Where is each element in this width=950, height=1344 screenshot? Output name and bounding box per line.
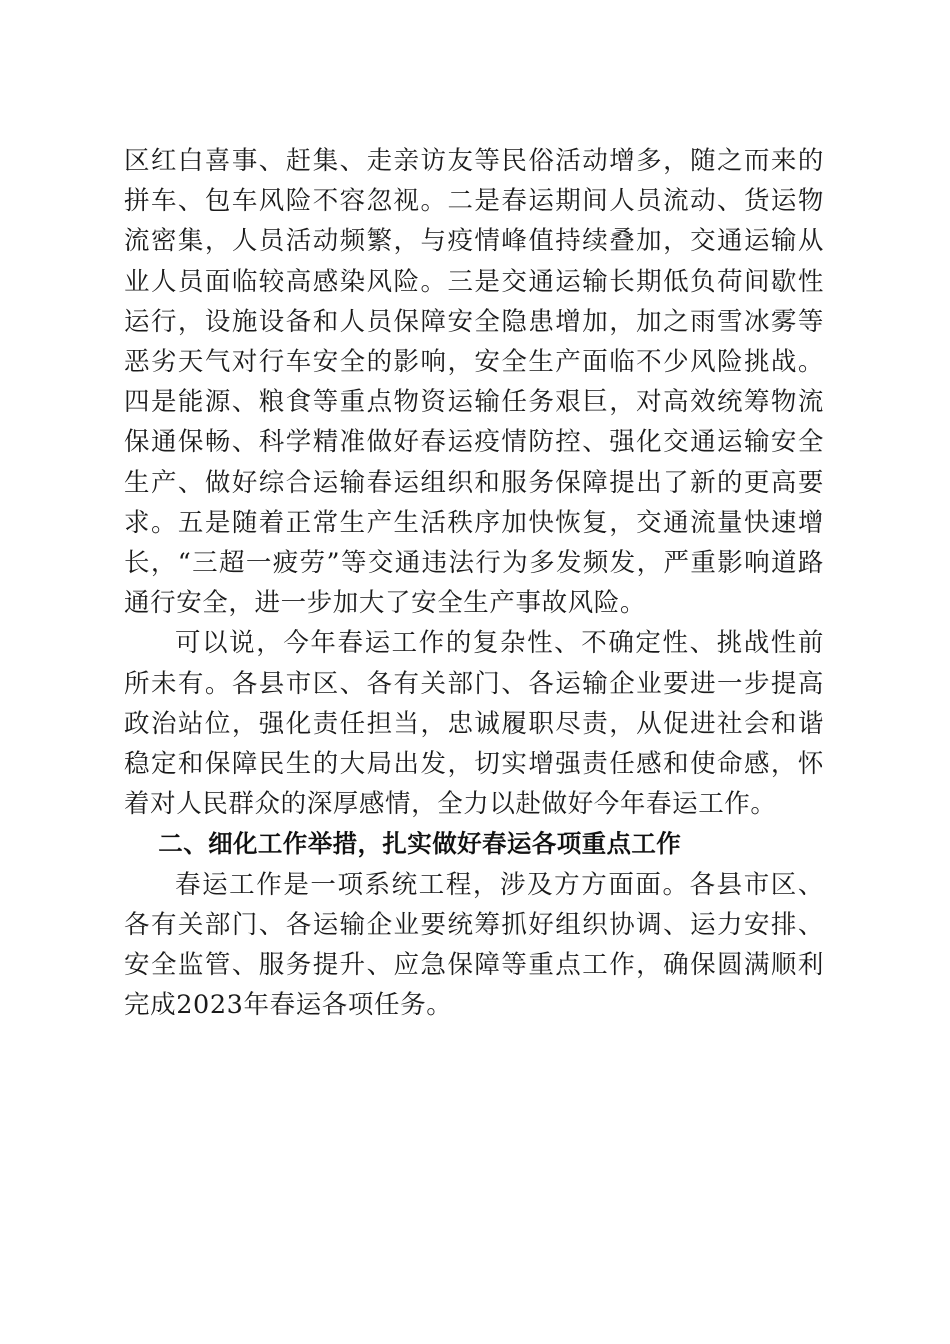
section-heading: 二、细化工作举措，扎实做好春运各项重点工作	[158, 829, 682, 859]
paragraph-risk-analysis: 区红白喜事、赶集、走亲访友等民俗活动增多，随之而来的拼车、包车风险不容忽视。二是春运期间人员流动、货运物流密集，人员活动频繁，与疫情峰值持续叠加，交通运输从业人员面临较高感染风险。三是交通运输长期低负荷间歇性运行，设施设备和人员保障安全隐患增加，加之雨雪冰雾等恶劣天气对行车安全的影响，安全生产面临不少风险挑战。四是能源、粮食等重点物资运输任务艰巨，对高效统筹物流保通保畅、科学精准做好春运疫情防控、强化交通运输安全生产、做好综合运输春运组织和服务保障提出了新的更高要求。五是随着正常生产生活秩序加快恢复，交通流量快速增长，“三超一疲劳”等交通违法行为多发频发，严重影响道路通行安全，进一步加大了安全生产事故风险。	[124, 146, 824, 619]
paragraph-section-intro: 春运工作是一项系统工程，涉及方方面面。各县市区、各有关部门、各运输企业要统筹抓好组织协调、运力安排、安全监管、服务提升、应急保障等重点工作，确保圆满顺利完成2023年春运各项任务。	[124, 869, 824, 1021]
document-body	[124, 141, 824, 1025]
paragraph-summary: 可以说，今年春运工作的复杂性、不确定性、挑战性前所未有。各县市区、各有关部门、各运输企业要进一步提高政治站位，强化责任担当，忠诚履职尽责，从促进社会和谐稳定和保障民生的大局出发，切实增强责任感和使命感，怀着对人民群众的深厚感情，全力以赴做好今年春运工作。	[124, 628, 824, 820]
